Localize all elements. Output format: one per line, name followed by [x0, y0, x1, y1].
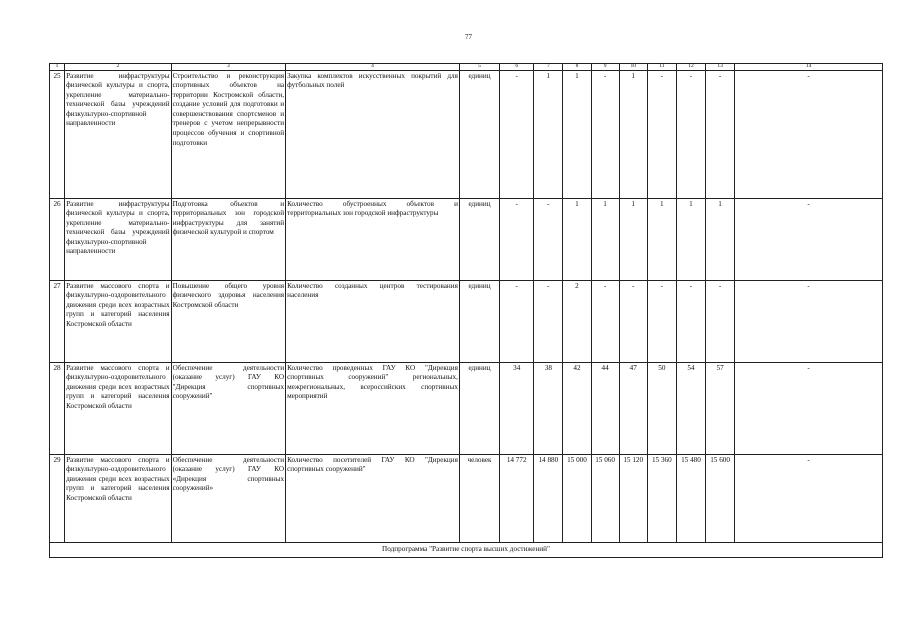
value-cell: 1 — [676, 198, 705, 280]
value-cell: - — [534, 280, 563, 362]
col-header: 13 — [706, 64, 735, 71]
col-header: 12 — [676, 64, 705, 71]
subprogram-title: Подпрограмма "Развитие спорта высших достижений" — [50, 542, 883, 557]
table-row — [50, 70, 883, 198]
row-number: 25 — [50, 70, 65, 198]
table-row — [50, 362, 883, 454]
unit-cell: человек — [459, 454, 499, 542]
value-cell: 47 — [619, 362, 647, 454]
row-number: 29 — [50, 454, 65, 542]
event-cell: Обеспечение деятельности (оказание услуг) ГАУ КО "Дирекция спортивных сооружений" — [171, 362, 286, 454]
event-cell: Обеспечение деятельности (оказание услуг) ГАУ КО «Дирекция спортивных сооружений» — [171, 454, 286, 542]
value-cell: - — [676, 70, 705, 198]
event-cell: Подготовка объектов и территориальных зон городской инфраструктуры для занятий физической культурой и спортом — [171, 198, 286, 280]
note-cell: - — [735, 454, 883, 542]
value-cell: 15 060 — [591, 454, 619, 542]
unit-cell: единиц — [459, 280, 499, 362]
col-header: 8 — [563, 64, 591, 71]
value-cell: - — [647, 280, 676, 362]
value-cell: - — [500, 280, 534, 362]
value-cell: - — [706, 70, 735, 198]
table-row — [50, 454, 883, 542]
task-cell: Развитие массового спорта и физкультурно-оздоровительного движения среди всех возрастных групп и категорий населения Костромской области — [65, 454, 172, 542]
unit-cell: единиц — [459, 362, 499, 454]
value-cell: 1 — [591, 198, 619, 280]
indicator-cell: Количество созданных центров тестирования населения — [286, 280, 460, 362]
value-cell: - — [706, 280, 735, 362]
note-cell: - — [735, 198, 883, 280]
col-header: 1 — [50, 64, 65, 71]
col-header: 11 — [647, 64, 676, 71]
row-number: 27 — [50, 280, 65, 362]
task-cell: Развитие инфраструктуры физической культуры и спорта, укрепление материально-технической базы учреждений физкультурно-спортивной направленности — [65, 198, 172, 280]
value-cell: - — [500, 70, 534, 198]
row-number: 26 — [50, 198, 65, 280]
value-cell: - — [534, 198, 563, 280]
value-cell: 14 880 — [534, 454, 563, 542]
value-cell: 1 — [647, 198, 676, 280]
value-cell: 1 — [534, 70, 563, 198]
note-cell: - — [735, 70, 883, 198]
col-header: 2 — [65, 64, 172, 71]
value-cell: 1 — [563, 198, 591, 280]
indicator-table — [49, 63, 883, 558]
row-number: 28 — [50, 362, 65, 454]
col-header: 14 — [735, 64, 883, 71]
note-cell: - — [735, 362, 883, 454]
subprogram-row — [50, 542, 883, 557]
note-cell: - — [735, 280, 883, 362]
value-cell: 15 360 — [647, 454, 676, 542]
unit-cell: единиц — [459, 198, 499, 280]
value-cell: - — [676, 280, 705, 362]
event-cell: Строительство и реконструкция спортивных объектов на территории Костромской области, создание условий для подготовки и совершенствования спортсменов и тренеров с учетом непрерывности процессов обучения и спортивной подготовки — [171, 70, 286, 198]
col-header: 9 — [591, 64, 619, 71]
value-cell: 1 — [619, 70, 647, 198]
value-cell: 42 — [563, 362, 591, 454]
table-row — [50, 198, 883, 280]
col-header: 4 — [286, 64, 460, 71]
value-cell: 15 600 — [706, 454, 735, 542]
value-cell: 14 772 — [500, 454, 534, 542]
value-cell: 2 — [563, 280, 591, 362]
indicator-cell: Количество проведенных ГАУ КО "Дирекция спортивных сооружений" региональных, межрегиональных, всероссийских спортивных мероприятий — [286, 362, 460, 454]
value-cell: 15 000 — [563, 454, 591, 542]
indicator-cell: Закупка комплектов искусственных покрытий для футбольных полей — [286, 70, 460, 198]
value-cell: - — [591, 280, 619, 362]
page-number: 77 — [465, 33, 472, 41]
value-cell: 15 480 — [676, 454, 705, 542]
value-cell: - — [619, 280, 647, 362]
table-row — [50, 280, 883, 362]
value-cell: 1 — [619, 198, 647, 280]
unit-cell: единиц — [459, 70, 499, 198]
value-cell: 34 — [500, 362, 534, 454]
value-cell: 38 — [534, 362, 563, 454]
value-cell: 1 — [563, 70, 591, 198]
indicator-cell: Количество обустроенных объектов и территориальных зон городской инфраструктуры — [286, 198, 460, 280]
value-cell: - — [500, 198, 534, 280]
value-cell: 15 120 — [619, 454, 647, 542]
col-header: 3 — [171, 64, 286, 71]
value-cell: 44 — [591, 362, 619, 454]
value-cell: 1 — [706, 198, 735, 280]
col-header: 5 — [459, 64, 499, 71]
task-cell: Развитие массового спорта и физкультурно-оздоровительного движения среди всех возрастных групп и категорий населения Костромской области — [65, 280, 172, 362]
value-cell: 57 — [706, 362, 735, 454]
value-cell: 54 — [676, 362, 705, 454]
col-header: 10 — [619, 64, 647, 71]
col-header: 6 — [500, 64, 534, 71]
task-cell: Развитие инфраструктуры физической культуры и спорта, укрепление материально-технической базы учреждений физкультурно-спортивной направленности — [65, 70, 172, 198]
value-cell: - — [591, 70, 619, 198]
task-cell: Развитие массового спорта и физкультурно-оздоровительного движения среди всех возрастных групп и категорий населения Костромской области — [65, 362, 172, 454]
event-cell: Повышение общего уровня физического здоровья населения Костромской области — [171, 280, 286, 362]
indicator-cell: Количество посетителей ГАУ КО "Дирекция спортивных сооружений" — [286, 454, 460, 542]
value-cell: 50 — [647, 362, 676, 454]
value-cell: - — [647, 70, 676, 198]
col-header: 7 — [534, 64, 563, 71]
